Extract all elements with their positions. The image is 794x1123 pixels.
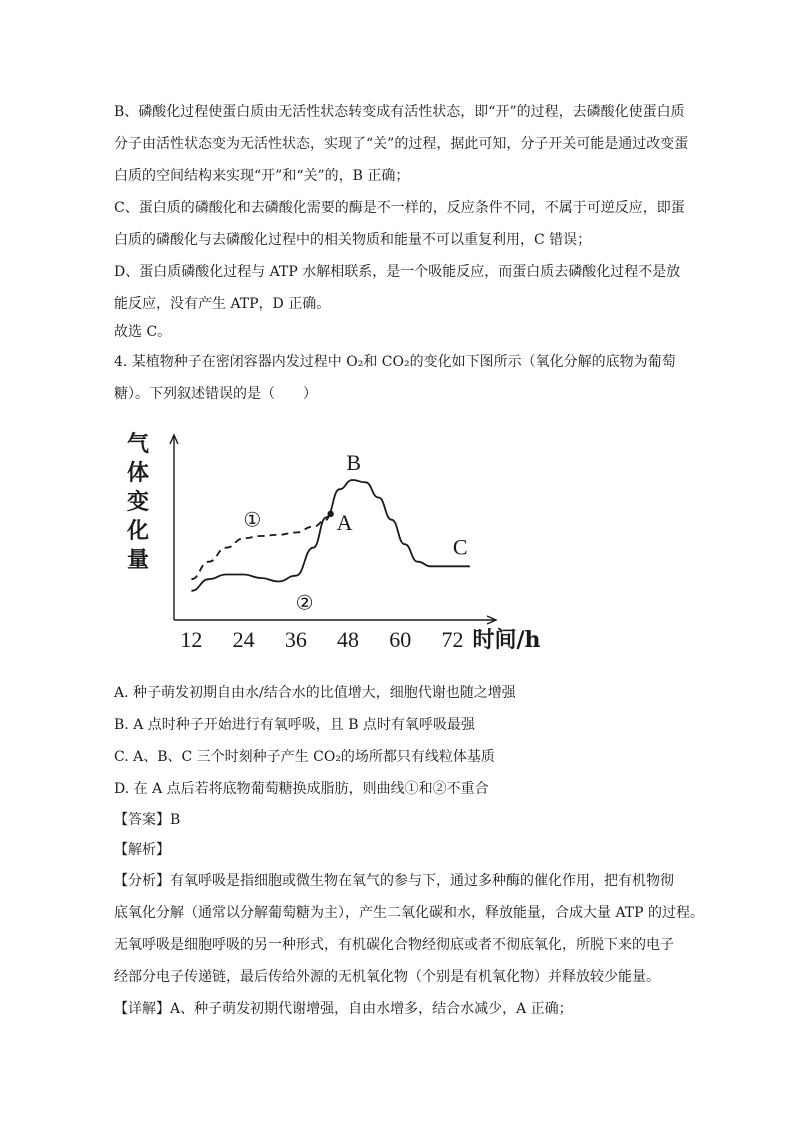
analysis-heading: 【解析】 — [114, 842, 170, 858]
analysis-paragraph-line-2: 底氧化分解（通常以分解葡萄糖为主），产生二氧化碳和水，释放能量，合成大量 ATP 的过程。 — [114, 905, 705, 921]
option-d: D. 在 A 点后若将底物葡萄糖换成脂肪，则曲线①和②不重合 — [114, 781, 489, 797]
x-tick-label: 24 — [232, 627, 255, 652]
y-axis-title-char: 量 — [127, 547, 150, 573]
option-b-explanation-line-1: B、磷酸化过程使蛋白质由无活性状态转变成有活性状态，即“开”的过程，去磷酸化使蛋白质 — [114, 104, 685, 120]
chart-svg — [124, 425, 541, 655]
series-label-1: ① — [243, 507, 262, 532]
question-4-stem-line-2: 糖）。下列叙述错误的是（ ） — [114, 386, 317, 402]
x-tick-label: 72 — [441, 627, 464, 652]
option-c: C. A、B、C 三个时刻种子产生 CO₂的场所都只有线粒体基质 — [114, 749, 495, 765]
detailed-explanation-line-1: 【详解】A、种子萌发初期代谢增强，自由水增多，结合水减少，A 正确； — [114, 1001, 573, 1017]
option-d-explanation-line-1: D、蛋白质磷酸化过程与 ATP 水解相联系，是一个吸能反应，而蛋白质去磷酸化过程不是放 — [114, 264, 681, 280]
gas-change-chart — [124, 425, 541, 655]
x-tick-label: 60 — [389, 627, 412, 652]
y-axis-title-char: 变 — [127, 489, 150, 515]
series-line-2 — [191, 480, 469, 591]
answer-choice-c: 故选 C。 — [114, 324, 172, 340]
y-axis-title-char: 体 — [127, 460, 150, 486]
x-tick-label: 36 — [284, 627, 307, 652]
option-b-explanation-line-2: 分子由活性状态变为无活性状态，实现了“关”的过程，据此可知，分子开关可能是通过改变蛋 — [114, 136, 689, 152]
x-tick-label: 48 — [337, 627, 360, 652]
point-label-a: A — [336, 509, 353, 535]
x-tick-label: 12 — [180, 627, 203, 652]
analysis-paragraph-line-4: 经部分电子传递链，最后传给外源的无机氧化物（个别是有机氧化物）并释放较少能量。 — [114, 969, 660, 985]
y-axis-title-char: 化 — [127, 518, 150, 544]
series-label-2: ② — [295, 590, 314, 615]
option-d-explanation-line-2: 能反应，没有产生 ATP，D 正确。 — [114, 296, 331, 312]
option-b: B. A 点时种子开始进行有氧呼吸，且 B 点时有氧呼吸最强 — [114, 717, 475, 733]
y-axis-title-char: 气 — [127, 431, 150, 457]
answer-label: 【答案】B — [114, 812, 181, 828]
point-label-c: C — [452, 534, 468, 560]
option-c-explanation-line-1: C、蛋白质的磷酸化和去磷酸化需要的酶是不一样的，反应条件不同，不属于可逆反应，即蛋 — [114, 200, 685, 216]
point-marker-a — [327, 511, 333, 517]
option-a: A. 种子萌发初期自由水/结合水的比值增大，细胞代谢也随之增强 — [114, 685, 516, 701]
option-b-explanation-line-3: 白质的空间结构来实现“开”和“关”的，B 正确； — [114, 168, 410, 184]
point-label-b: B — [346, 450, 362, 475]
analysis-paragraph-line-1: 【分析】有氧呼吸是指细胞或微生物在氧气的参与下，通过多种酶的催化作用，把有机物彻 — [114, 873, 674, 889]
option-c-explanation-line-2: 白质的磷酸化与去磷酸化过程中的相关物质和能量不可以重复利用，C 错误； — [114, 232, 592, 248]
question-4-stem-line-1: 4. 某植物种子在密闭容器内发过程中 O₂和 CO₂的变化如下图所示（氧化分解的底物为葡萄 — [114, 354, 676, 370]
x-axis-title: 时间/h — [472, 627, 541, 653]
analysis-paragraph-line-3: 无氧呼吸是细胞呼吸的另一种形式，有机碳化合物经彻底或者不彻底氧化，所脱下来的电子 — [114, 937, 674, 953]
